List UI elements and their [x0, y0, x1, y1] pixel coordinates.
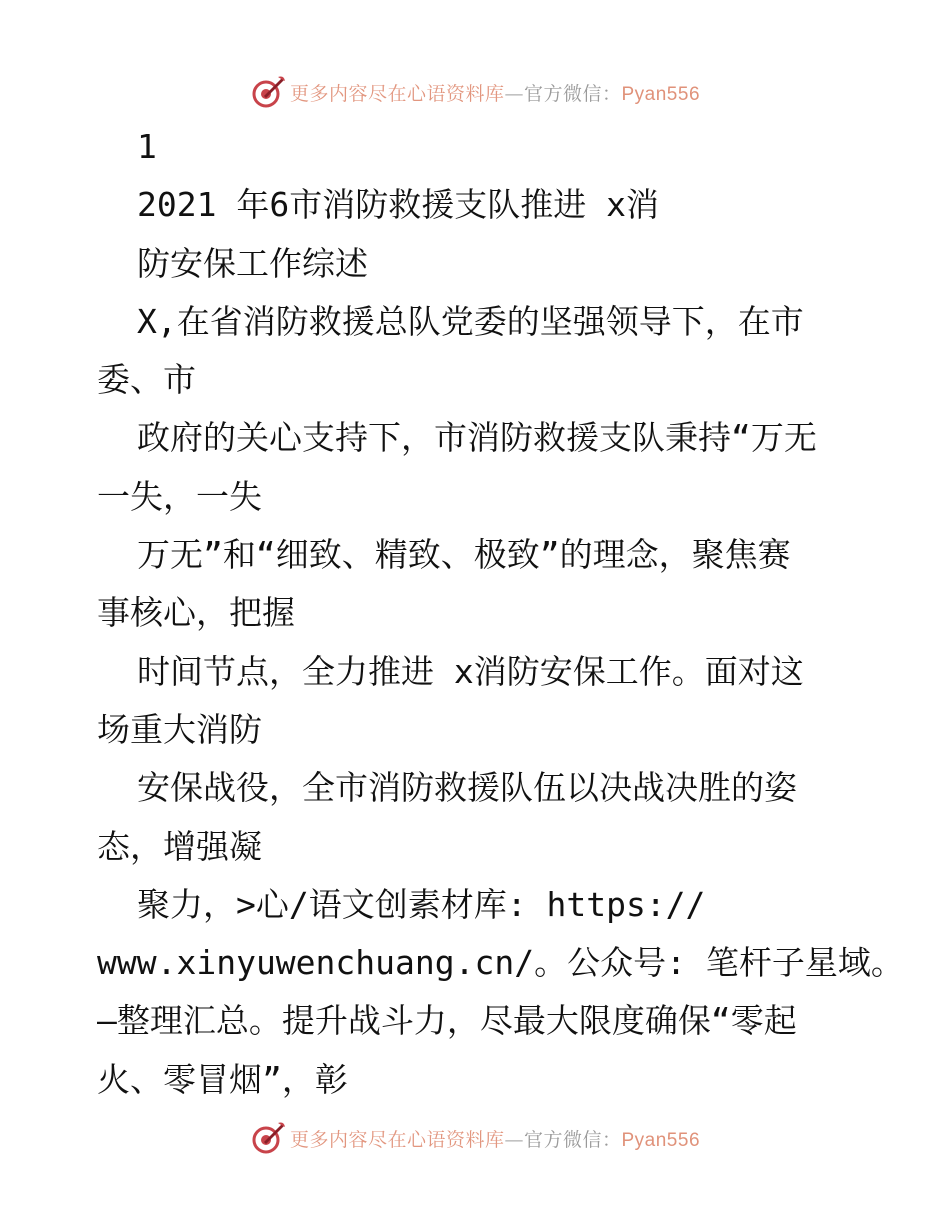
- quill-seal-logo-icon: [250, 1120, 286, 1156]
- text-line: 时间节点，全力推进 x消防安保工作。面对这: [137, 651, 804, 691]
- text-line: 政府的关心支持下，市消防救援支队秉持“万无: [137, 418, 817, 458]
- quill-seal-logo-icon: [250, 74, 286, 110]
- footer-watermark: [0, 1118, 950, 1158]
- text-line: 场重大消防: [97, 709, 262, 749]
- text-line: 2021 年6市消防救援支队推进 x消: [137, 185, 659, 225]
- text-line: 聚力，>心/语文创素材库: https://: [137, 884, 706, 924]
- watermark-text: 更多内容尽在心语资料库—官方微信：Pyan556: [289, 82, 701, 105]
- watermark-text: 更多内容尽在心语资料库—官方微信：Pyan556: [289, 1128, 701, 1151]
- text-line: 防安保工作综述: [137, 243, 368, 283]
- document-body: [97, 118, 904, 1109]
- text-line: www.xinyuwenchuang.cn/。公众号: 笔杆子星域。: [97, 943, 904, 983]
- text-line: 一失，一失: [97, 476, 262, 516]
- text-line: 火、零冒烟”，彰: [97, 1059, 348, 1099]
- text-line: 委、市: [97, 360, 196, 400]
- text-line: 1: [137, 127, 157, 166]
- text-line: 安保战役，全市消防救援队伍以决战决胜的姿: [137, 768, 797, 808]
- text-line: 万无”和“细致、精致、极致”的理念，聚焦赛: [137, 535, 791, 575]
- text-line: 事核心，把握: [97, 593, 295, 633]
- text-line: —整理汇总。提升战斗力，尽最大限度确保“零起: [97, 1001, 797, 1041]
- text-line: X,在省消防救援总队党委的坚强领导下，在市: [137, 301, 804, 341]
- text-line: 态，增强凝: [97, 826, 262, 866]
- header-watermark: [0, 72, 950, 112]
